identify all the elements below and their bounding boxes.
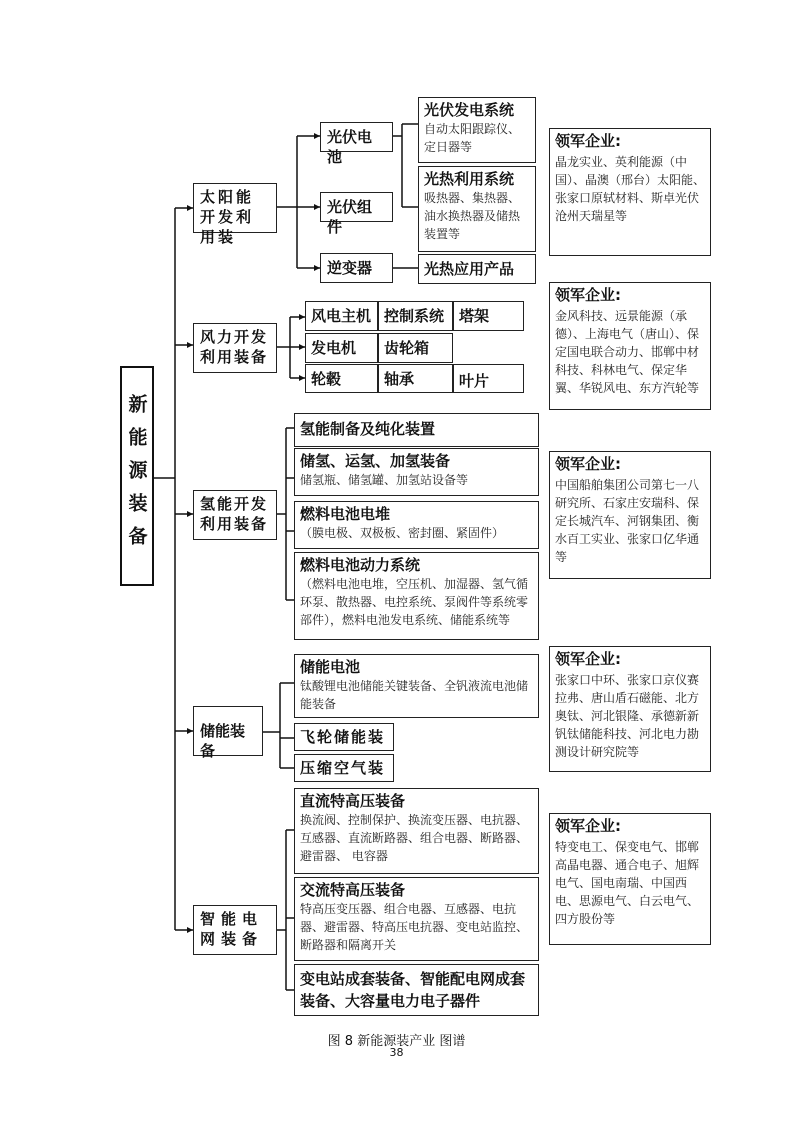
wind-component-label: 风电主机 <box>311 307 372 325</box>
leader-box-smart-grid <box>549 813 711 945</box>
wind-component-label: 叶片 <box>459 372 490 390</box>
grid-item-title: 变电站成套装备、智能配电网成套装备、大容量电力电子器件 <box>300 970 526 1010</box>
hydrogen-item-fuel-cell-stack <box>294 501 539 549</box>
hydrogen-item-fuel-cell-power <box>294 552 539 640</box>
storage-item-desc: 钛酸锂电池储能关键装备、全钒液流电池储能装备 <box>300 679 529 711</box>
figure-caption: 图 8 新能源装产业 图谱 <box>327 1034 466 1049</box>
hydrogen-item-storage-transport <box>294 448 539 496</box>
solar-item-pv-module <box>320 192 393 236</box>
wind-component-hub <box>305 364 378 393</box>
leader-title: 领军企业: <box>555 455 621 473</box>
category-storage-label: 储能装备 <box>200 722 246 760</box>
category-hydrogen <box>193 490 277 540</box>
category-hydrogen-label: 氢能开发利用装备 <box>200 495 269 533</box>
solar-detail-thermal-products <box>418 254 536 284</box>
leader-text: 中国船舶集团公司第七一八研究所、石家庄安瑞科、保定长城汽车、河钢集团、衡水百工实业、张家口亿华通等 <box>555 478 700 564</box>
category-solar <box>193 183 277 246</box>
detail-title: 光伏发电系统 <box>424 101 515 119</box>
wind-component-bearing <box>378 364 453 393</box>
root-node <box>120 366 154 586</box>
storage-item-battery <box>294 654 539 718</box>
category-wind-label: 风力开发利用装备 <box>200 328 269 366</box>
wind-component-generator <box>305 333 378 363</box>
grid-item-substation <box>294 964 539 1016</box>
leader-title: 领军企业: <box>555 650 621 668</box>
leader-box-wind <box>549 282 711 410</box>
hydrogen-item-title: 燃料电池电堆 <box>300 505 391 523</box>
wind-component-control <box>378 301 453 331</box>
wind-component-label: 控制系统 <box>384 307 445 325</box>
leader-text: 张家口中环、张家口京仪赛拉弗、唐山盾石磁能、北方奥钛、河北银隆、承德新新钒钛储能科技、河北电力勘测设计研究院等 <box>555 673 700 759</box>
detail-desc: 吸热器、集热器、油水换热器及储热装置等 <box>424 191 521 241</box>
grid-item-desc: 换流阀、控制保护、换流变压器、电抗器、互感器、直流断路器、组合电器、断路器、避雷器、 电容器 <box>300 813 529 863</box>
wind-component-gearbox <box>378 333 453 363</box>
category-wind <box>193 323 277 373</box>
solar-item-label: 光伏组件 <box>327 198 373 236</box>
leader-box-hydrogen <box>549 451 711 579</box>
hydrogen-item-title: 氢能制备及纯化装置 <box>300 420 436 438</box>
solar-item-label: 逆变器 <box>327 259 373 277</box>
grid-item-desc: 特高压变压器、组合电器、互感器、电抗器、避雷器、特高压电抗器、变电站监控、断路器和隔离开关 <box>300 902 529 952</box>
leader-title: 领军企业: <box>555 132 621 150</box>
hydrogen-item-title: 燃料电池动力系统 <box>300 556 421 574</box>
wind-component-turbine <box>305 301 378 331</box>
grid-item-ac-uhv <box>294 877 539 961</box>
storage-item-title: 飞轮储能装 <box>300 728 386 746</box>
category-storage <box>193 706 263 760</box>
detail-desc: 自动太阳跟踪仪、定日器等 <box>424 122 521 154</box>
leader-text: 金风科技、远景能源（承德）、上海电气（唐山）、保定国电联合动力、邯郸中材科技、科林电气、保定华翼、华锐风电、东方汽轮等 <box>555 309 700 395</box>
leader-box-storage <box>549 646 711 772</box>
grid-item-dc-uhv <box>294 788 539 874</box>
wind-component-label: 塔架 <box>459 307 490 325</box>
wind-component-blade <box>453 364 524 393</box>
hydrogen-item-desc: （膜电极、双极板、密封圈、紧固件） <box>300 526 505 540</box>
detail-title: 光热应用产品 <box>424 260 515 278</box>
solar-detail-pv-system <box>418 97 536 163</box>
leader-text: 晶龙实业、英利能源（中国）、晶澳（邢台）太阳能、张家口原轼材料、斯卓光伏 沧州天瑞星等 <box>555 155 706 223</box>
wind-component-tower <box>453 301 524 331</box>
wind-component-label: 齿轮箱 <box>384 339 430 357</box>
solar-detail-thermal-system <box>418 166 536 252</box>
hydrogen-item-production <box>294 413 539 447</box>
grid-item-title: 直流特高压装备 <box>300 792 406 810</box>
category-smart-grid-label: 智能电网装备 <box>200 910 264 948</box>
wind-component-label: 发电机 <box>311 339 357 357</box>
wind-component-label: 轴承 <box>384 370 415 388</box>
storage-item-compressed-air <box>294 754 394 782</box>
root-label: 新能源装备 <box>125 393 148 559</box>
leader-text: 特变电工、保变电气、邯郸高晶电器、通合电子、旭辉电气、国电南瑞、中国西电、思源电气、白云电气、四方股份等 <box>555 840 700 926</box>
detail-title: 光热利用系统 <box>424 170 515 188</box>
leader-title: 领军企业: <box>555 286 621 304</box>
storage-item-title: 储能电池 <box>300 658 361 676</box>
hydrogen-item-desc: 储氢瓶、储氢罐、加氢站设备等 <box>300 473 469 487</box>
solar-item-label: 光伏电池 <box>327 128 373 166</box>
hydrogen-item-desc: （燃料电池电堆，空压机、加湿器、氢气循环泵、散热器、电控系统、泵阀件等系统零部件），燃料电池发电系统、储能系统等 <box>300 577 529 627</box>
storage-item-title: 压缩空气装 <box>300 759 386 777</box>
category-solar-label: 太阳能开发利用装 <box>200 188 255 246</box>
category-smart-grid <box>193 905 277 955</box>
solar-item-pv-cell <box>320 122 393 166</box>
leader-title: 领军企业: <box>555 817 621 835</box>
page-number: 38 <box>389 1046 404 1059</box>
hydrogen-item-title: 储氢、运氢、加氢装备 <box>300 452 451 470</box>
leader-box-solar <box>549 128 711 256</box>
wind-component-label: 轮毂 <box>311 370 342 388</box>
grid-item-title: 交流特高压装备 <box>300 881 406 899</box>
solar-item-inverter <box>320 253 393 283</box>
storage-item-flywheel <box>294 723 394 751</box>
